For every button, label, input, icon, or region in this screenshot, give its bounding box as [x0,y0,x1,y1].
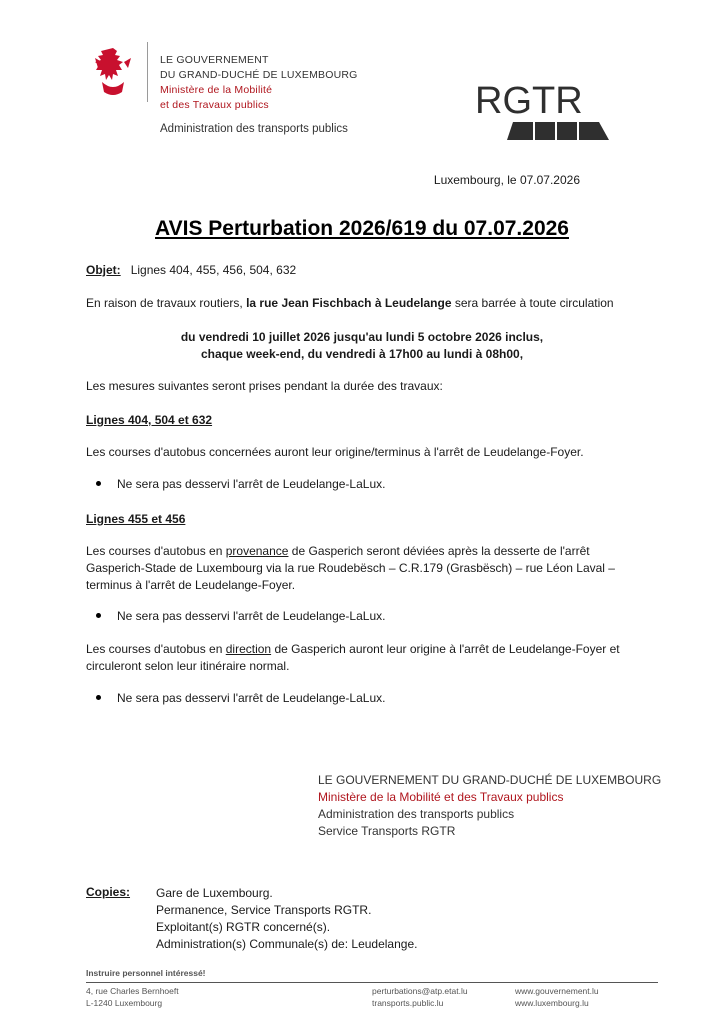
s2p2-underlined: direction [225,642,272,656]
signature-line-2: Ministère de la Mobilité et des Travaux publics [318,790,564,804]
period-line-1: du vendredi 10 juillet 2026 jusqu'au lundi 5 octobre 2026 inclus, [180,330,544,344]
bullet-icon [96,613,101,618]
signature-line-1: LE GOUVERNEMENT DU GRAND-DUCHÉ DE LUXEMBOURG [318,773,662,787]
section2-bullet2 [96,691,385,705]
section2-paragraph2-line2: circuleront selon leur itinéraire normal. [86,659,290,673]
signature-block [318,772,661,840]
footer-site-link[interactable]: transports.public.lu [372,998,444,1008]
measures-intro: Les mesures suivantes seront prises pendant la durée des travaux: [86,379,443,393]
intro-after: sera barrée à toute circulation [454,296,614,310]
s2p1-underlined: provenance [225,544,289,558]
ministry-line-1: Ministère de la Mobilité [160,84,273,96]
section2-paragraph2 [86,641,620,658]
intro-before: En raison de travaux routiers, [86,296,243,310]
signature-line-4: Service Transports RGTR [318,824,456,838]
copies-item: Gare de Luxembourg. [156,886,273,900]
gov-line-2: DU GRAND-DUCHÉ DE LUXEMBOURG [160,69,358,81]
section1-text: Les courses d'autobus concernées auront leur origine/terminus à l'arrêt de Leudelange-Foyer. [86,445,584,459]
intro-bold: la rue Jean Fischbach à Leudelange [246,296,452,310]
footer-web [515,985,599,1009]
bullet-icon [96,481,101,486]
footer-address-line-2: L-1240 Luxembourg [86,998,163,1008]
section2-paragraph1-line2: Gasperich-Stade de Luxembourg via la rue Roudebësch – C.R.179 (Grasbësch) – rue Léon Laval – [86,561,615,575]
administration-line: Administration des transports publics [160,123,348,135]
copies-item: Exploitant(s) RGTR concerné(s). [156,920,331,934]
section2-heading: Lignes 455 et 456 [86,512,186,526]
s2p1-after: de Gasperich seront déviées après la desserte de l'arrêt [291,544,590,558]
footer-web-link-2[interactable]: www.luxembourg.lu [515,998,589,1008]
footer-email-link[interactable]: perturbations@atp.etat.lu [372,986,468,996]
s2p2-before: Les courses d'autobus en [86,642,223,656]
intro-paragraph [86,295,614,312]
period-line-2: chaque week-end, du vendredi à 17h00 au lundi à 08h00, [200,347,524,361]
signature-line-3: Administration des transports publics [318,807,515,821]
copies-list [156,885,417,953]
footer-divider [86,982,658,983]
rgtr-logo [475,82,610,140]
footer-contact [372,985,468,1009]
objet-line [86,262,296,279]
s2p2-after: de Gasperich auront leur origine à l'arrêt de Leudelange-Foyer et [274,642,620,656]
footer-web-link-1[interactable]: www.gouvernement.lu [515,986,599,996]
copies-item: Administration(s) Communale(s) de: Leudelange. [156,937,418,951]
section2-bullet1-text: Ne sera pas desservi l'arrêt de Leudelange-LaLux. [117,609,386,623]
section2-bullet2-text: Ne sera pas desservi l'arrêt de Leudelange-LaLux. [117,691,386,705]
objet-label: Objet: [86,263,121,277]
header-divider [147,42,148,102]
s2p1-before: Les courses d'autobus en [86,544,223,558]
footer-address [86,985,179,1009]
bullet-icon [96,695,101,700]
section2-paragraph1 [86,543,590,560]
section1-heading: Lignes 404, 504 et 632 [86,413,213,427]
section1-bullet [96,477,385,491]
document-title: AVIS Perturbation 2026/619 du 07.07.2026 [155,217,569,240]
section2-bullet1 [96,609,385,623]
footer-note: Instruire personnel intéressé! [86,968,206,978]
rgtr-logo-text: RGTR [475,82,583,122]
section2-paragraph1-line3: terminus à l'arrêt de Leudelange-Foyer. [86,578,296,592]
footer-address-line-1: 4, rue Charles Bernhoeft [86,986,179,996]
government-block [160,53,358,113]
date-line: Luxembourg, le 07.07.2026 [433,173,580,187]
copies-item: Permanence, Service Transports RGTR. [156,903,372,917]
copies-label: Copies: [86,885,131,899]
luxembourg-lion-logo [90,44,136,100]
gov-line-1: LE GOUVERNEMENT [160,54,269,66]
ministry-line-2: et des Travaux publics [160,99,269,111]
objet-value: Lignes 404, 455, 456, 504, 632 [130,263,297,277]
section1-bullet-text: Ne sera pas desservi l'arrêt de Leudelange-LaLux. [117,477,386,491]
